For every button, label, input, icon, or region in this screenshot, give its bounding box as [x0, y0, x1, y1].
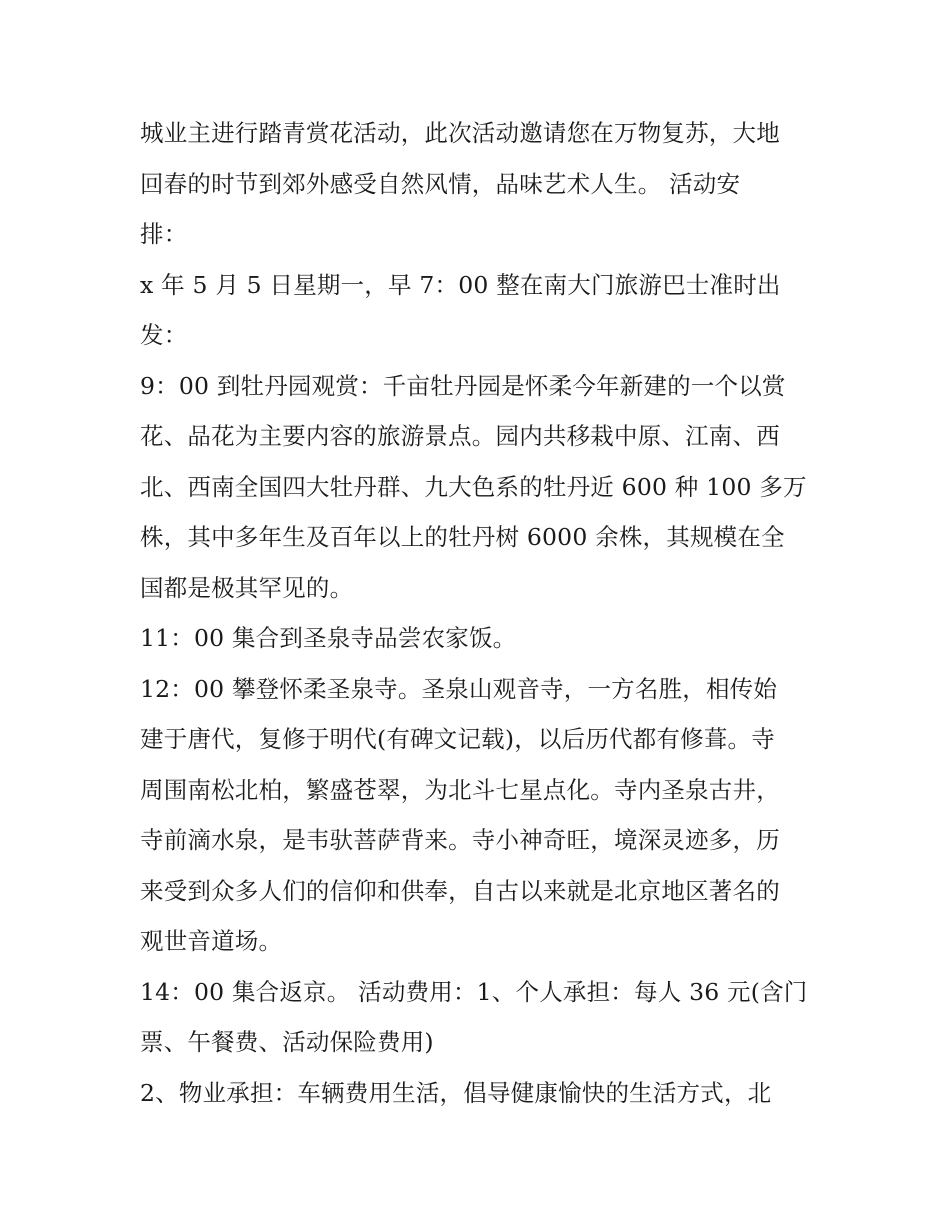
- text-line: 建于唐代，复修于明代(有碑文记载)，以后历代都有修葺。寺: [140, 725, 775, 753]
- text-line: 北、西南全国四大牡丹群、九大色系的牡丹近 600 种 100 多万: [140, 472, 807, 501]
- text-line: 观世音道场。: [140, 927, 283, 955]
- text-line: 排：: [140, 220, 188, 248]
- text-line: 12：00 攀登怀柔圣泉寺。圣泉山观音寺，一方名胜，相传始: [140, 674, 778, 703]
- text-line: 周围南松北柏，繁盛苍翠，为北斗七星点化。寺内圣泉古井，: [140, 775, 780, 804]
- text-line: 寺前滴水泉，是韦驮菩萨背来。寺小神奇旺，境深灵迹多，历: [140, 826, 780, 854]
- text-line: 国都是极其罕见的。: [140, 573, 354, 602]
- text-line: 城业主进行踏青赏花活动，此次活动邀请您在万物复苏，大地: [140, 119, 780, 147]
- text-line: 回春的时节到郊外感受自然风情，品味艺术人生。 活动安: [140, 169, 741, 198]
- text-line: 11：00 集合到圣泉寺品尝农家饭。: [140, 624, 517, 652]
- text-line: 票、午餐费、活动保险费用): [140, 1028, 434, 1056]
- text-line: 2、物业承担：车辆费用生活，倡导健康愉快的生活方式，北: [140, 1078, 772, 1107]
- text-line: 发：: [140, 321, 188, 349]
- text-line: 来受到众多人们的信仰和供奉，自古以来就是北京地区著名的: [140, 876, 780, 905]
- text-line: 9：00 到牡丹园观赏：千亩牡丹园是怀柔今年新建的一个以赏: [140, 371, 786, 400]
- text-line: 花、品花为主要内容的旅游景点。园内共移栽中原、江南、西: [140, 422, 780, 450]
- text-line: 14：00 集合返京。 活动费用：1、个人承担：每人 36 元(含门: [140, 977, 808, 1006]
- document-body: [140, 108, 830, 1118]
- text-line: x 年 5 月 5 日星期一，早 7：00 整在南大门旅游巴士准时出: [140, 270, 781, 299]
- text-line: 株，其中多年生及百年以上的牡丹树 6000 余株，其规模在全: [140, 523, 785, 551]
